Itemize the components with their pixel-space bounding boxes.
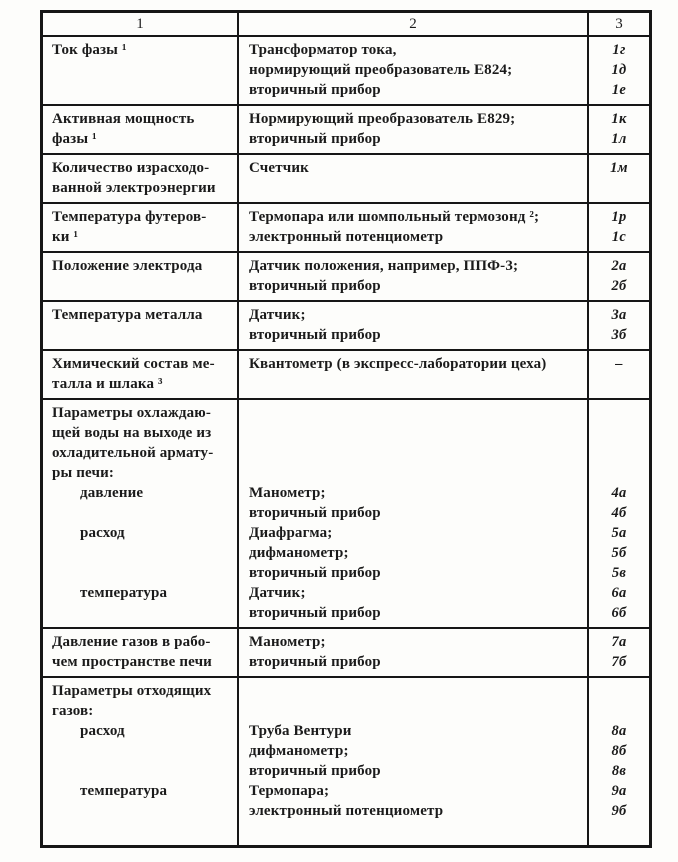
- parameter-cell-line: [52, 80, 234, 100]
- parameter-cell-line: Ток фазы ¹: [52, 42, 127, 58]
- parameter-cell-line: Давление газов в рабо-: [52, 634, 211, 650]
- parameter-cell-line: [52, 761, 234, 781]
- table-row-exhaust-gas-parameters: [43, 678, 649, 845]
- equipment-cell: [239, 629, 589, 676]
- equipment-cell-line: [249, 403, 584, 423]
- designation-cell-line: –: [615, 356, 623, 372]
- table-header-row: [43, 13, 649, 37]
- designation-cell-line: 1д: [611, 62, 627, 78]
- parameter-cell-line: [52, 503, 234, 523]
- equipment-cell-line: вторичный прибор: [249, 505, 381, 521]
- equipment-cell-line: вторичный прибор: [249, 131, 381, 147]
- parameter-cell-line: [52, 563, 234, 583]
- equipment-cell-line: Квантометр (в экспресс-лаборатории цеха): [249, 356, 547, 372]
- parameter-cell-line: [52, 603, 234, 623]
- equipment-cell-line: [249, 374, 584, 394]
- equipment-cell-line: вторичный прибор: [249, 278, 381, 294]
- parameter-cell-line: Температура металла: [52, 307, 203, 323]
- parameter-cell-line: Параметры охлаждаю-: [52, 405, 212, 421]
- parameter-cell-line: [52, 325, 234, 345]
- designation-cell-line: [591, 821, 647, 841]
- designation-cell: [589, 400, 649, 627]
- designation-cell-line: 8а: [611, 723, 627, 739]
- designation-cell-line: [591, 463, 647, 483]
- designation-cell-line: 1е: [611, 82, 627, 98]
- designation-cell: [589, 629, 649, 676]
- equipment-cell: [239, 253, 589, 300]
- equipment-cell-line: Трансформатор тока,: [249, 42, 397, 58]
- designation-cell-line: 8б: [611, 743, 627, 759]
- designation-cell-line: 9а: [611, 783, 627, 799]
- designation-cell-line: 3а: [611, 307, 627, 323]
- parameter-cell-line: Количество израсходо-: [52, 160, 210, 176]
- equipment-cell-line: [249, 443, 584, 463]
- column-header-1: 1: [43, 13, 239, 35]
- equipment-cell-line: электронный потенциометр: [249, 803, 444, 819]
- parameter-cell-line: [52, 801, 234, 821]
- parameter-cell-line: [52, 543, 234, 563]
- instrumentation-table: [40, 10, 652, 848]
- parameter-cell-line: ки ¹: [52, 229, 79, 245]
- equipment-cell-line: дифманометр;: [249, 743, 349, 759]
- parameter-cell-line: талла и шлака ³: [52, 376, 163, 392]
- parameter-cell-line: температура: [80, 585, 168, 601]
- table-row-active-power: [43, 106, 649, 155]
- column-header-2: 2: [239, 13, 589, 35]
- table-row-cooling-water-parameters: [43, 400, 649, 629]
- equipment-cell-line: вторичный прибор: [249, 763, 381, 779]
- equipment-cell-line: [249, 463, 584, 483]
- designation-cell-line: 1с: [611, 229, 627, 245]
- designation-cell: [589, 155, 649, 202]
- designation-cell-line: [591, 403, 647, 423]
- equipment-cell: [239, 106, 589, 153]
- designation-cell-line: 6б: [611, 605, 627, 621]
- equipment-cell-line: Датчик;: [249, 307, 306, 323]
- equipment-cell: [239, 37, 589, 104]
- table-body: [43, 37, 649, 845]
- designation-cell-line: [591, 681, 647, 701]
- table-row-chemical-composition: [43, 351, 649, 400]
- designation-cell-line: 6а: [611, 585, 627, 601]
- parameter-cell: [43, 629, 239, 676]
- equipment-cell-line: дифманометр;: [249, 545, 349, 561]
- parameter-cell-line: охладительной армату-: [52, 445, 214, 461]
- designation-cell-line: 2б: [611, 278, 627, 294]
- table-row-metal-temperature: [43, 302, 649, 351]
- equipment-cell-line: Термопара или шомпольный термозонд ²;: [249, 209, 540, 225]
- designation-cell-line: 4б: [611, 505, 627, 521]
- equipment-cell-line: Нормирующий преобразователь Е829;: [249, 111, 516, 127]
- designation-cell-line: 9б: [611, 803, 627, 819]
- equipment-cell-line: нормирующий преобразователь Е824;: [249, 62, 513, 78]
- parameter-cell: [43, 678, 239, 845]
- designation-cell-line: 1р: [611, 209, 627, 225]
- parameter-cell-line: температура: [80, 783, 168, 799]
- parameter-cell-line: Активная мощность: [52, 111, 195, 127]
- designation-cell: [589, 106, 649, 153]
- parameter-cell-line: Химический состав ме-: [52, 356, 215, 372]
- parameter-cell-line: Положение электрода: [52, 258, 203, 274]
- table-row-phase-current: [43, 37, 649, 106]
- parameter-cell-line: давление: [80, 485, 144, 501]
- table-row-electrode-position: [43, 253, 649, 302]
- designation-cell: [589, 302, 649, 349]
- equipment-cell: [239, 400, 589, 627]
- parameter-cell-line: [52, 60, 234, 80]
- equipment-cell: [239, 155, 589, 202]
- parameter-cell: [43, 253, 239, 300]
- table-row-lining-temperature: [43, 204, 649, 253]
- designation-cell: [589, 678, 649, 845]
- equipment-cell-line: [249, 681, 584, 701]
- designation-cell-line: 1л: [611, 131, 627, 147]
- designation-cell-line: 5б: [611, 545, 627, 561]
- designation-cell-line: 8в: [611, 763, 627, 779]
- equipment-cell-line: вторичный прибор: [249, 327, 381, 343]
- designation-cell-line: [591, 178, 647, 198]
- designation-cell-line: 1м: [610, 160, 628, 176]
- equipment-cell-line: Датчик положения, например, ППФ-3;: [249, 258, 519, 274]
- designation-cell-line: 7б: [611, 654, 627, 670]
- parameter-cell: [43, 155, 239, 202]
- parameter-cell-line: ванной электроэнергии: [52, 180, 216, 196]
- parameter-cell: [43, 204, 239, 251]
- designation-cell-line: 4а: [611, 485, 627, 501]
- designation-cell-line: 5а: [611, 525, 627, 541]
- parameter-cell-line: Температура футеров-: [52, 209, 207, 225]
- equipment-cell-line: Датчик;: [249, 585, 306, 601]
- parameter-cell-line: фазы ¹: [52, 131, 97, 147]
- parameter-cell-line: [52, 276, 234, 296]
- equipment-cell-line: Манометр;: [249, 634, 326, 650]
- parameter-cell-line: [52, 821, 234, 841]
- designation-cell-line: 1г: [612, 42, 626, 58]
- designation-cell-line: [591, 443, 647, 463]
- column-header-3: 3: [615, 16, 623, 32]
- designation-cell-line: 1к: [611, 111, 627, 127]
- equipment-cell-line: Манометр;: [249, 485, 326, 501]
- equipment-cell-line: [249, 701, 584, 721]
- equipment-cell-line: вторичный прибор: [249, 565, 381, 581]
- designation-cell: [589, 351, 649, 398]
- table-row-energy-consumed: [43, 155, 649, 204]
- equipment-cell-line: электронный потенциометр: [249, 229, 444, 245]
- parameter-cell-line: щей воды на выходе из: [52, 425, 212, 441]
- parameter-cell-line: ры печи:: [52, 465, 115, 481]
- equipment-cell: [239, 204, 589, 251]
- parameter-cell: [43, 351, 239, 398]
- designation-cell: [589, 204, 649, 251]
- equipment-cell-line: Диафрагма;: [249, 525, 333, 541]
- parameter-cell-line: расход: [80, 525, 125, 541]
- designation-cell-line: 7а: [611, 634, 627, 650]
- equipment-cell-line: [249, 423, 584, 443]
- designation-cell-line: 5в: [611, 565, 627, 581]
- equipment-cell-line: вторичный прибор: [249, 654, 381, 670]
- equipment-cell-line: Счетчик: [249, 160, 309, 176]
- parameter-cell: [43, 106, 239, 153]
- equipment-cell-line: Термопара;: [249, 783, 330, 799]
- equipment-cell: [239, 678, 589, 845]
- equipment-cell-line: Труба Вентури: [249, 723, 352, 739]
- designation-cell-line: 2а: [611, 258, 627, 274]
- parameter-cell: [43, 400, 239, 627]
- parameter-cell: [43, 302, 239, 349]
- designation-cell: [589, 253, 649, 300]
- equipment-cell: [239, 351, 589, 398]
- designation-cell-line: [591, 701, 647, 721]
- equipment-cell-line: вторичный прибор: [249, 605, 381, 621]
- parameter-cell-line: [52, 741, 234, 761]
- equipment-cell: [239, 302, 589, 349]
- parameter-cell-line: чем пространстве печи: [52, 654, 212, 670]
- designation-cell-line: [591, 423, 647, 443]
- designation-cell-line: [591, 374, 647, 394]
- table-row-gas-pressure-workspace: [43, 629, 649, 678]
- equipment-cell-line: [249, 821, 584, 841]
- equipment-cell-line: вторичный прибор: [249, 82, 381, 98]
- parameter-cell-line: расход: [80, 723, 125, 739]
- parameter-cell-line: Параметры отходящих: [52, 683, 212, 699]
- designation-cell: [589, 37, 649, 104]
- equipment-cell-line: [249, 178, 584, 198]
- parameter-cell-line: газов:: [52, 703, 94, 719]
- parameter-cell: [43, 37, 239, 104]
- designation-cell-line: 3б: [611, 327, 627, 343]
